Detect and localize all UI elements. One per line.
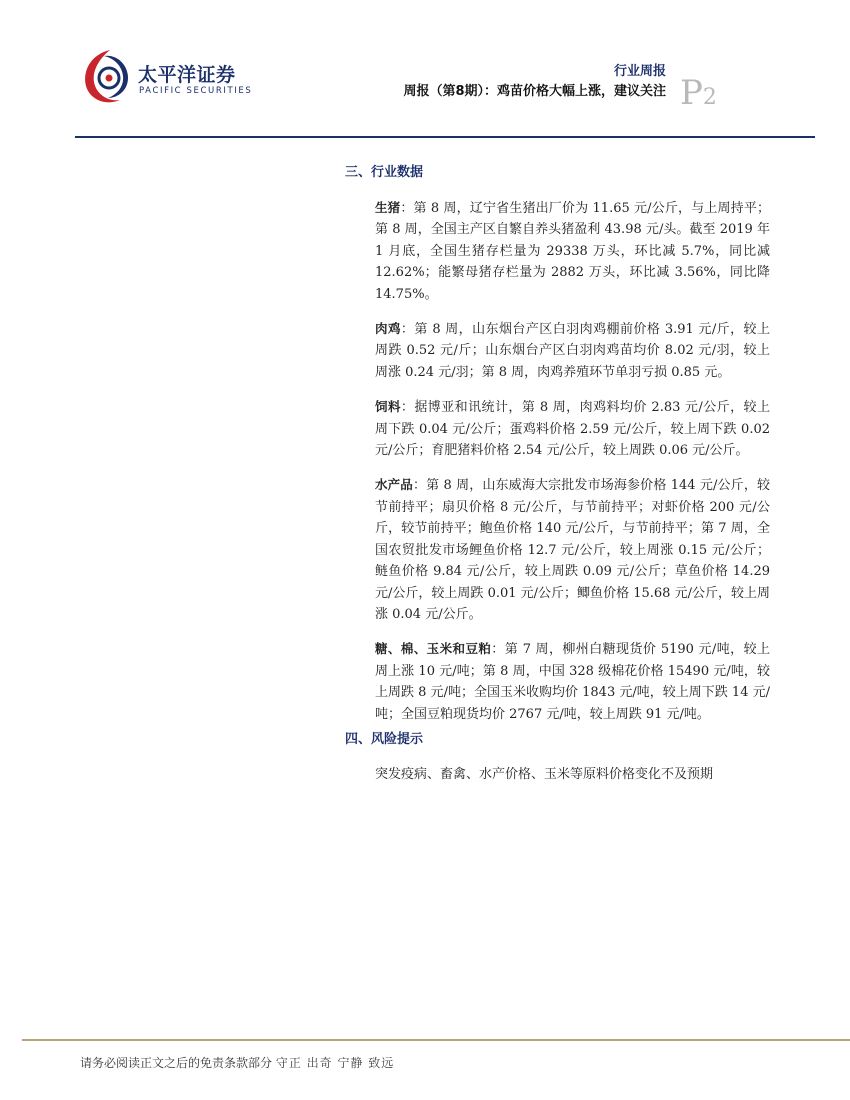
paragraph-lead: 生猪 xyxy=(375,200,401,215)
footer xyxy=(80,1054,394,1071)
paragraph-lead: 饲料 xyxy=(375,399,401,415)
paragraph-hogs xyxy=(375,197,770,305)
main-content xyxy=(345,162,770,787)
section-heading-risk: 四、风险提示 xyxy=(345,731,424,747)
footer-divider xyxy=(22,1039,850,1041)
report-category: 行业周报 xyxy=(613,64,666,79)
page-number xyxy=(680,73,717,113)
paragraph-text: ：第 8 周，辽宁省生猪出厂价为 11.65 元/公斤，与上周持平；第 8 周，全国主产区自繁自养头猪盈利 43.98 元/头。截至 2019 年 1 月底，全国生猪存栏量为 29338 万头，环比减 5.7%，同比减 12.62%；能繁母猪存栏量为 2882 万头，环比减 3.56%，同比降 14.75%。 xyxy=(375,201,770,302)
report-title: 周报（第8期）：鸡苗价格大幅上涨，建议关注 xyxy=(403,84,666,99)
paragraph-risk: 突发疫病、畜禽、水产价格、玉米等原料价格变化不及预期 xyxy=(375,766,714,782)
header-divider xyxy=(75,136,815,138)
paragraph-text: ：第 8 周，山东威海大宗批发市场海参价格 144 元/公斤，较节前持平；扇贝价格 8 元/公斤，与节前持平；对虾价格 200 元/公斤，较节前持平；鲍鱼价格 140 元/公斤，与节前持平；第 7 周，全国农贸批发市场鲤鱼价格 12.7 元/公斤，较上周涨 0.15 元/公斤；鲢鱼价格 9.84 元/公斤，较上周跌 0.09 元/公斤；草鱼价格 14.29 元/公斤，较上周跌 0.01 元/公斤；鲫鱼价格 15.68 元/公斤，较上周涨 0.04 元/公斤。 xyxy=(375,478,770,622)
company-logo xyxy=(80,46,253,106)
footer-motto: 守正 出奇 宁静 致远 xyxy=(275,1056,395,1070)
paragraph-commodities xyxy=(375,638,770,725)
pacific-securities-logo-icon xyxy=(80,46,134,106)
paragraph-lead: 糖、棉、玉米和豆粕 xyxy=(375,641,492,657)
logo-english-name: PACIFIC SECURITIES xyxy=(139,86,253,96)
paragraph-lead: 肉鸡 xyxy=(375,321,401,337)
paragraph-aquatic xyxy=(375,474,770,625)
logo-chinese-name: 太平洋证券 xyxy=(138,64,236,86)
paragraph-text: ：第 7 周，柳州白糖现货价 5190 元/吨，较上周上涨 10 元/吨；第 8 周，中国 328 级棉花价格 15490 元/吨，较上周跌 8 元/吨；全国玉米收购均价 1843 元/吨，较上周下跌 14 元/吨；全国豆粕现货均价 2767 元/吨，较上周跌 91 元/吨。 xyxy=(375,642,770,722)
footer-disclaimer: 请务必阅读正文之后的免责条款部分 xyxy=(80,1056,273,1070)
section-heading-industry-data: 三、行业数据 xyxy=(345,165,424,180)
paragraph-feed xyxy=(375,396,770,461)
paragraph-text: ：第 8 周，山东烟台产区白羽肉鸡棚前价格 3.91 元/斤，较上周跌 0.52 元/斤；山东烟台产区白羽肉鸡苗均价 8.02 元/羽，较上周涨 0.24 元/羽；第 8 周，肉鸡养殖环节单羽亏损 0.85 元。 xyxy=(375,322,770,380)
paragraph-broilers xyxy=(375,318,770,383)
paragraph-text: ：据博亚和讯统计，第 8 周，肉鸡料均价 2.83 元/公斤，较上周下跌 0.04 元/公斤；蛋鸡料价格 2.59 元/公斤，较上周下跌 0.02 元/公斤；育肥猪料价格 2.54 元/公斤，较上周跌 0.06 元/公斤。 xyxy=(375,400,770,459)
page-number-value: 2 xyxy=(702,85,717,110)
page-label: P xyxy=(680,73,703,113)
paragraph-lead: 水产品 xyxy=(375,477,413,493)
